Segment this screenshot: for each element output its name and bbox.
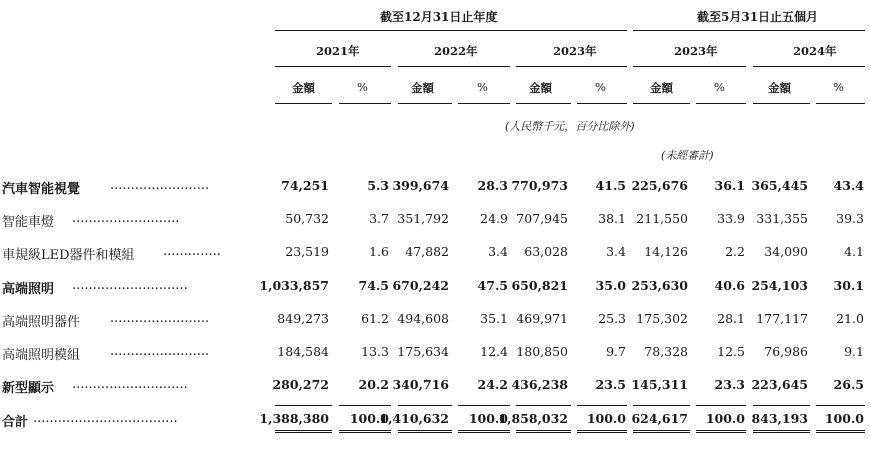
period-2023-five-months: 2023年 bbox=[674, 44, 718, 58]
percent-cell: 61.2 bbox=[361, 311, 389, 326]
period-2021: 2021年 bbox=[316, 44, 360, 58]
group-header-year-ended: 截至12月31日止年度 bbox=[380, 10, 498, 24]
amount-cell: 1,388,380 bbox=[259, 411, 329, 426]
percent-cell: 39.3 bbox=[836, 211, 864, 226]
dot-leader: ........................ bbox=[110, 344, 210, 359]
percent-cell: 33.9 bbox=[717, 211, 745, 226]
rule-col-amount-2023 bbox=[516, 103, 571, 104]
total-double-rule bbox=[577, 430, 627, 433]
column-amount-2022: 金額 bbox=[411, 81, 434, 95]
dot-leader: ................................... bbox=[33, 411, 178, 426]
amount-cell: 184,584 bbox=[277, 344, 329, 359]
percent-cell: 12.5 bbox=[717, 344, 745, 359]
total-double-rule bbox=[458, 430, 510, 433]
amount-cell: 74,251 bbox=[281, 178, 329, 193]
amount-cell: 365,445 bbox=[751, 178, 808, 193]
percent-cell: 28.1 bbox=[717, 311, 745, 326]
percent-cell: 5.3 bbox=[367, 178, 389, 193]
amount-cell: 280,272 bbox=[272, 377, 329, 392]
column-amount-2024-five-months: 金額 bbox=[768, 81, 791, 95]
percent-cell: 74.5 bbox=[358, 278, 389, 293]
row-label: 車規級LED器件和模組 bbox=[2, 248, 135, 263]
percent-cell: 36.1 bbox=[714, 178, 745, 193]
percent-cell: 23.3 bbox=[714, 377, 745, 392]
amount-cell: 14,126 bbox=[644, 244, 688, 259]
total-double-rule bbox=[633, 430, 690, 433]
total-top-rule bbox=[275, 405, 332, 406]
rule-col-percent-2022 bbox=[458, 103, 510, 104]
percent-cell: 100.0 bbox=[349, 411, 389, 426]
row-label: 汽車智能視覺 bbox=[2, 182, 81, 197]
percent-cell: 9.1 bbox=[844, 344, 864, 359]
percent-cell: 9.7 bbox=[606, 344, 626, 359]
amount-cell: 770,973 bbox=[511, 178, 568, 193]
amount-cell: 849,273 bbox=[277, 311, 329, 326]
amount-cell: 63,028 bbox=[524, 244, 568, 259]
percent-cell: 25.3 bbox=[598, 311, 626, 326]
total-top-rule bbox=[339, 405, 391, 406]
rule-col-percent-2023 bbox=[577, 103, 627, 104]
percent-cell: 24.2 bbox=[477, 377, 508, 392]
column-amount-2021: 金額 bbox=[292, 81, 315, 95]
total-top-rule bbox=[816, 405, 865, 406]
amount-cell: 254,103 bbox=[751, 278, 808, 293]
rule-group-year bbox=[275, 30, 627, 31]
row-label: 合計 bbox=[2, 415, 29, 430]
amount-cell: 34,090 bbox=[764, 244, 808, 259]
total-top-rule bbox=[577, 405, 627, 406]
total-top-rule bbox=[458, 405, 510, 406]
amount-cell: 47,882 bbox=[405, 244, 449, 259]
percent-cell: 100.0 bbox=[705, 411, 745, 426]
total-double-rule bbox=[516, 430, 571, 433]
total-top-rule bbox=[633, 405, 690, 406]
percent-cell: 100.0 bbox=[468, 411, 508, 426]
unaudited-note: (未經審計) bbox=[661, 149, 714, 162]
amount-cell: 843,193 bbox=[751, 411, 808, 426]
rule-period-2023 bbox=[516, 66, 627, 67]
period-2024-five-months: 2024年 bbox=[793, 44, 837, 58]
row-label: 高端照明 bbox=[2, 282, 55, 297]
percent-cell: 1.6 bbox=[369, 244, 389, 259]
row-label: 智能車燈 bbox=[2, 215, 55, 230]
percent-cell: 26.5 bbox=[833, 377, 864, 392]
percent-cell: 28.3 bbox=[477, 178, 508, 193]
rule-col-amount-2023-five-months bbox=[633, 103, 690, 104]
percent-cell: 4.1 bbox=[844, 244, 864, 259]
total-double-rule bbox=[275, 430, 332, 433]
percent-cell: 3.4 bbox=[606, 244, 626, 259]
column-percent-2024-five-months: % bbox=[833, 80, 844, 94]
percent-cell: 21.0 bbox=[836, 311, 864, 326]
rule-col-percent-2024-five-months bbox=[816, 103, 865, 104]
rule-group-five-months bbox=[633, 30, 865, 31]
amount-cell: 145,311 bbox=[631, 377, 688, 392]
row-label: 高端照明模組 bbox=[2, 348, 81, 363]
percent-cell: 20.2 bbox=[358, 377, 389, 392]
total-double-rule bbox=[753, 430, 810, 433]
rule-col-amount-2024-five-months bbox=[753, 103, 810, 104]
amount-cell: 469,971 bbox=[516, 311, 568, 326]
amount-cell: 340,716 bbox=[392, 377, 449, 392]
rule-period-2021 bbox=[275, 66, 391, 67]
group-header-five-months: 截至5月31日止五個月 bbox=[697, 10, 819, 24]
percent-cell: 24.9 bbox=[480, 211, 508, 226]
amount-cell: 670,242 bbox=[392, 278, 449, 293]
percent-cell: 41.5 bbox=[595, 178, 626, 193]
amount-cell: 23,519 bbox=[285, 244, 329, 259]
amount-cell: 624,617 bbox=[631, 411, 688, 426]
dot-leader: ............................ bbox=[72, 377, 188, 392]
amount-cell: 225,676 bbox=[631, 178, 688, 193]
amount-cell: 351,792 bbox=[397, 211, 449, 226]
amount-cell: 78,328 bbox=[644, 344, 688, 359]
amount-cell: 650,821 bbox=[511, 278, 568, 293]
amount-cell: 436,238 bbox=[511, 377, 568, 392]
percent-cell: 13.3 bbox=[361, 344, 389, 359]
percent-cell: 100.0 bbox=[586, 411, 626, 426]
rule-period-2023-five-months bbox=[633, 66, 746, 67]
amount-cell: 331,355 bbox=[756, 211, 808, 226]
amount-cell: 707,945 bbox=[516, 211, 568, 226]
dot-leader: ........................ bbox=[110, 178, 210, 193]
total-top-rule bbox=[516, 405, 571, 406]
column-percent-2023: % bbox=[595, 80, 606, 94]
column-percent-2023-five-months: % bbox=[714, 80, 725, 94]
amount-cell: 1,858,032 bbox=[498, 411, 568, 426]
percent-cell: 30.1 bbox=[833, 278, 864, 293]
total-top-rule bbox=[398, 405, 452, 406]
dot-leader: .......................... bbox=[72, 211, 180, 226]
column-percent-2021: % bbox=[357, 80, 368, 94]
amount-cell: 1,410,632 bbox=[379, 411, 449, 426]
percent-cell: 2.2 bbox=[725, 244, 745, 259]
dot-leader: .............. bbox=[163, 244, 221, 259]
amount-cell: 494,608 bbox=[397, 311, 449, 326]
amount-cell: 211,550 bbox=[636, 211, 688, 226]
row-label: 新型顯示 bbox=[2, 381, 55, 396]
column-amount-2023-five-months: 金額 bbox=[650, 81, 673, 95]
row-label: 高端照明器件 bbox=[2, 315, 81, 330]
total-double-rule bbox=[339, 430, 391, 433]
amount-cell: 50,732 bbox=[285, 211, 329, 226]
rule-period-2024-five-months bbox=[753, 66, 865, 67]
rule-period-2022 bbox=[398, 66, 510, 67]
dot-leader: ............................ bbox=[72, 278, 188, 293]
amount-cell: 1,033,857 bbox=[259, 278, 329, 293]
percent-cell: 35.0 bbox=[595, 278, 626, 293]
rule-col-percent-2023-five-months bbox=[696, 103, 746, 104]
total-double-rule bbox=[398, 430, 452, 433]
percent-cell: 38.1 bbox=[598, 211, 626, 226]
amount-cell: 175,302 bbox=[636, 311, 688, 326]
percent-cell: 23.5 bbox=[595, 377, 626, 392]
total-top-rule bbox=[696, 405, 746, 406]
percent-cell: 100.0 bbox=[824, 411, 864, 426]
rule-col-amount-2022 bbox=[398, 103, 452, 104]
percent-cell: 12.4 bbox=[480, 344, 508, 359]
total-top-rule bbox=[753, 405, 810, 406]
amount-cell: 177,117 bbox=[756, 311, 808, 326]
percent-cell: 47.5 bbox=[477, 278, 508, 293]
amount-cell: 223,645 bbox=[751, 377, 808, 392]
amount-cell: 76,986 bbox=[764, 344, 808, 359]
amount-cell: 175,634 bbox=[397, 344, 449, 359]
percent-cell: 3.4 bbox=[488, 244, 508, 259]
rule-col-percent-2021 bbox=[339, 103, 391, 104]
percent-cell: 35.1 bbox=[480, 311, 508, 326]
period-2023: 2023年 bbox=[553, 44, 597, 58]
column-percent-2022: % bbox=[477, 80, 488, 94]
column-amount-2023: 金額 bbox=[529, 81, 552, 95]
amount-cell: 180,850 bbox=[516, 344, 568, 359]
unit-note: (人民幣千元，百分比除外) bbox=[505, 120, 635, 133]
total-double-rule bbox=[816, 430, 865, 433]
period-2022: 2022年 bbox=[434, 44, 478, 58]
rule-col-amount-2021 bbox=[275, 103, 332, 104]
percent-cell: 40.6 bbox=[714, 278, 745, 293]
amount-cell: 253,630 bbox=[631, 278, 688, 293]
percent-cell: 3.7 bbox=[369, 211, 389, 226]
dot-leader: ........................ bbox=[110, 311, 210, 326]
percent-cell: 43.4 bbox=[833, 178, 864, 193]
amount-cell: 399,674 bbox=[392, 178, 449, 193]
total-double-rule bbox=[696, 430, 746, 433]
